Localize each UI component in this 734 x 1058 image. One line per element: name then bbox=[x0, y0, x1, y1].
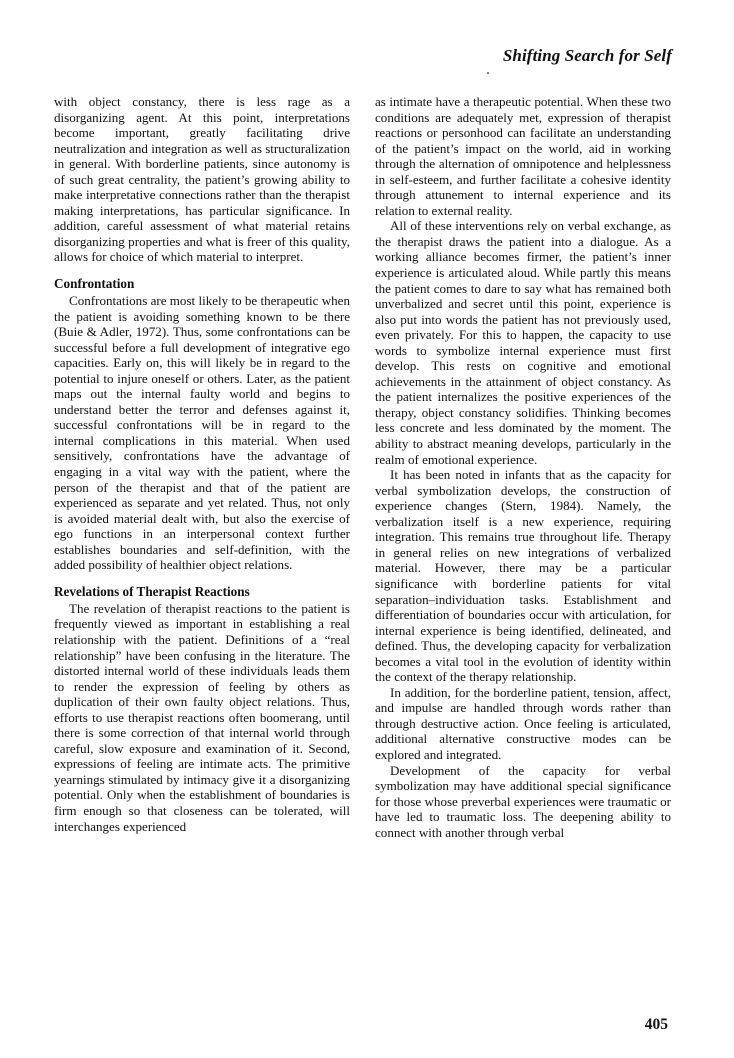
paragraph: Confrontations are most likely to be therapeutic when the patient is avoiding something known to be there (Buie & Adler, 1972). Thus, some confrontations can be successful before a full development of integrative ego capacities. Early on, this will likely be in regard to the potential to injure oneself or others. Later, as the patient maps out the internal faulty world and begins to understand better the terror and defenses against it, successful confrontations will be in regard to the internal complications in this material. When used sensitively, confrontations have the advantage of engaging in a vital way with the patient, where the person of the therapist and that of the patient are experienced as separate and yet related. Thus, not only is avoided material dealt with, but also the exercise of ego functions in an interpersonal context further establishes boundaries and self-definition, with the added possibility of healthier object relations. bbox=[54, 293, 350, 573]
page-number: 405 bbox=[644, 1016, 668, 1033]
paragraph: In addition, for the borderline patient, tension, affect, and impulse are handled through words rather than through destructive action. Once feeling is articulated, additional alternative constructive modes can be explored and integrated. bbox=[375, 684, 671, 762]
print-speck bbox=[487, 72, 489, 74]
paragraph: with object constancy, there is less rage as a disorganizing agent. At this point, interpretations become important, greatly facilitating drive neutralization and integration as well as structuralization in general. With borderline patients, since autonomy is of such great centrality, the patient’s growing ability to make interpretative connections rather than the therapist making interpretations, has particular significance. In addition, careful assessment of what material retains disorganizing properties and what is freer of this quality, allows for choice of which material to interpret. bbox=[54, 94, 350, 265]
section-heading-revelations: Revelations of Therapist Reactions bbox=[54, 583, 250, 599]
right-column bbox=[375, 94, 671, 840]
paragraph: The revelation of therapist reactions to the patient is frequently viewed as important in establishing a real relationship with the patient. Definitions of a “real relationship” have been confusing in the literature. The distorted internal world of these individuals leads them to render the expression of feeling by others as duplication of their own faulty object relations. Thus, efforts to use therapist reactions often boomerang, until there is some correction of that internal world through careful, slow exposure and examination of it. Second, expressions of feeling are intimate acts. The primitive yearnings stimulated by intimacy give it a disorganizing potential. Only when the establishment of boundaries is firm enough so that closeness can be tolerated, will interchanges experienced bbox=[54, 600, 350, 834]
section-heading-confrontation: Confrontation bbox=[54, 276, 135, 292]
left-column bbox=[54, 94, 350, 834]
running-head: Shifting Search for Self bbox=[502, 46, 672, 65]
paragraph: All of these interventions rely on verbal exchange, as the therapist draws the patient into a dialogue. As a working alliance becomes firmer, the patient’s inner experience is articulated aloud. While partly this means the patient comes to dare to say what has remained both unverbalized and secret until this point, experience is also put into words the patient has not previously used, even privately. For this to happen, the capacity to use words to symbolize internal experience must first develop. This rests on cognitive and emotional achievements in the attainment of object constancy. As the patient internalizes the positive experiences of the therapy, object constancy solidifies. Thinking becomes less concrete and less dominated by the moment. The ability to abstract meaning develops, particularly in the realm of emotional experience. bbox=[375, 218, 671, 467]
paragraph: as intimate have a therapeutic potential. When these two conditions are adequately met, expression of therapist reactions or personhood can facilitate an understanding of the patient’s impact on the world, aid in working through the alternation of omnipotence and helplessness in self-esteem, and further facilitate a cohesive identity through attunement to internal experience and its relation to external reality. bbox=[375, 94, 671, 218]
paragraph: Development of the capacity for verbal symbolization may have additional special significance for those whose preverbal experiences were traumatic or have led to traumatic loss. The deepening ability to connect with another through verbal bbox=[375, 762, 671, 840]
paragraph: It has been noted in infants that as the capacity for verbal symbolization develops, the construction of experience changes (Stern, 1984). Namely, the verbalization itself is a new experience, requiring integration. This remains true throughout life. Therapy in general relies on new integrations of verbalized material. However, there may be a particular significance with borderline patients for vital separation–individuation tasks. Establishment and differentiation of boundaries occur with articulation, for internal experience is being identified, delineated, and defined. Thus, the developing capacity for verbalization becomes a vital tool in the evolution of identity within the context of the therapy relationship. bbox=[375, 467, 671, 685]
